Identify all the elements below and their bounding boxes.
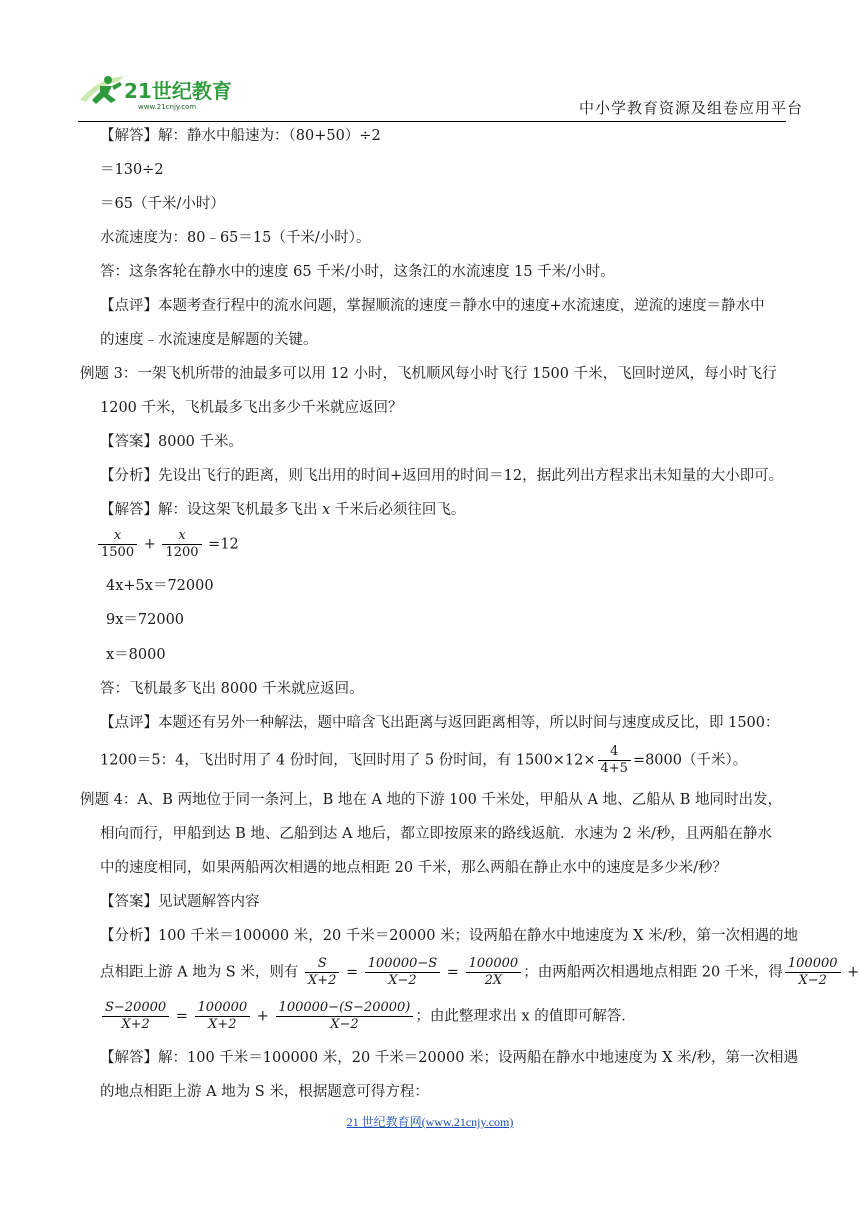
frac-1-den: X+2: [307, 973, 337, 988]
eq1-denominator-1: 1500: [101, 545, 135, 560]
comment-2-suffix: =8000（千米）。: [632, 752, 748, 769]
example-3-analysis: 【分析】先设出飞行的距离，则飞出用的时间+返回用的时间＝12，据此列出方程求出未知量的大小即可。: [100, 468, 784, 484]
example-4-solution-2: 的地点相距上游 A 地为 S 米，根据题意可得方程：: [100, 1084, 429, 1100]
ratio-numerator: 4: [598, 744, 631, 761]
equation-3: 9x＝72000: [106, 612, 185, 628]
example-4-answer: 【答案】见试题解答内容: [100, 894, 260, 910]
example-3-conclusion: 答：飞机最多飞出 8000 千米就应返回。: [100, 681, 364, 697]
eq1-numerator-2: x: [162, 528, 201, 545]
frac-7-num: 100000−(S−20000): [276, 1000, 414, 1017]
example-4-line-2: 相向而行，甲船到达 B 地、乙船到达 A 地后，都立即按原来的路线返航．水速为 2 米/秒，且两船在静水: [100, 826, 772, 842]
equals-1: =: [345, 964, 359, 981]
analysis-2-middle: ；由两船两次相遇地点相距 20 千米，得: [523, 964, 783, 981]
answer-line-5: 答：这条客轮在静水中的速度 65 千米/小时，这条江的水流速度 15 千米/小时。: [100, 264, 615, 280]
ratio-denominator: 4+5: [600, 761, 628, 776]
frac-3-den: 2X: [484, 973, 503, 988]
header-divider: [78, 121, 786, 122]
example-3-solution: [100, 500, 465, 520]
example-4-analysis-1: 【分析】100 千米＝100000 米，20 千米＝20000 米；设两船在静水中地速度为 X 米/秒，第一次相遇的地: [100, 928, 798, 944]
example-3-title: 例题 3：一架飞机所带的油最多可以用 12 小时，飞机顺风每小时飞行 1500 千米，飞回时逆风，每小时飞行: [80, 366, 777, 382]
analysis-3-suffix: ；由此整理求出 x 的值即可解答．: [415, 1008, 636, 1025]
answer-line-1: 【解答】解：静水中船速为：（80+50）÷2: [100, 128, 381, 144]
runner-logo-icon: [78, 70, 253, 114]
solution-suffix: 千米后必须往回飞。: [330, 502, 466, 518]
eq1-denominator-2: 1200: [165, 545, 199, 560]
frac-4-den: X−2: [798, 973, 827, 988]
logo-text: 21世纪教育: [124, 79, 232, 103]
comment-line-1: 【点评】本题考查行程中的流水问题，掌握顺流的速度＝静水中的速度+水流速度，逆流的速度＝静水中: [100, 298, 765, 314]
frac-1-num: S: [305, 956, 339, 973]
example-4-solution-1: 【解答】解：100 千米＝100000 米，20 千米＝20000 米；设两船在静水中地速度为 X 米/秒，第一次相遇: [100, 1050, 798, 1066]
frac-7-den: X−2: [330, 1017, 359, 1032]
comment-line-2: 的速度﹣水流速度是解题的关键。: [100, 332, 318, 348]
example-3-answer: 【答案】8000 千米。: [100, 434, 244, 450]
answer-line-3: ＝65（千米/小时）: [100, 196, 225, 212]
equals-3: =: [175, 1008, 188, 1025]
example-3-comment-2: [100, 744, 747, 777]
frac-2-den: X−2: [388, 973, 417, 988]
example-3-comment-1: 【点评】本题还有另外一种解法，题中暗含飞出距离与返回距离相等，所以时间与速度成反比，即 1500：: [100, 715, 780, 731]
footer-link[interactable]: 21 世纪教育网(www.21cnjy.com): [346, 1115, 514, 1129]
analysis-2-prefix: 点相距上游 A 地为 S 米，则有: [100, 964, 299, 981]
equals-2: =: [446, 964, 459, 981]
logo: [78, 70, 253, 114]
frac-6-num: 100000: [195, 1000, 251, 1017]
example-4-analysis-2: [100, 956, 859, 989]
frac-6-den: X+2: [208, 1017, 237, 1032]
plus-sign: +: [847, 964, 860, 981]
example-4-title: 例题 4：A、B 两地位于同一条河上，B 地在 A 地的下游 100 千米处，甲船从 A 地、乙船从 B 地同时出发，: [80, 792, 782, 808]
solution-prefix: 【解答】解：设这架飞机最多飞出: [100, 502, 323, 518]
frac-3-num: 100000: [466, 956, 522, 973]
frac-5-num: S−20000: [102, 1000, 169, 1017]
variable-x: x: [322, 502, 331, 518]
example-4-analysis-3: [100, 1000, 636, 1033]
eq1-numerator-1: x: [98, 528, 137, 545]
logo-url: www.21cnjy.com: [138, 103, 197, 111]
plus-sign-2: +: [256, 1008, 269, 1025]
example-3-line-2: 1200 千米，飞机最多飞出多少千米就应返回？: [100, 400, 403, 416]
frac-2-num: 100000−S: [365, 956, 440, 973]
equation-2: 4x+5x＝72000: [106, 578, 214, 594]
equation-4: x＝8000: [106, 647, 166, 663]
example-4-line-3: 中的速度相同，如果两船两次相遇的地点相距 20 千米，那么两船在静止水中的速度是多少米/秒？: [100, 860, 728, 876]
platform-tagline: 中小学教育资源及组卷应用平台: [579, 99, 804, 117]
frac-5-den: X+2: [121, 1017, 150, 1032]
answer-line-2: ＝130÷2: [100, 162, 164, 178]
comment-2-prefix: 1200＝5：4，飞出时用了 4 份时间，飞回时用了 5 份时间，有 1500×12×: [100, 752, 596, 769]
answer-line-4: 水流速度为：80﹣65＝15（千米/小时）。: [100, 230, 371, 246]
eq1-rhs: =12: [208, 536, 239, 553]
eq1-plus: +: [143, 536, 156, 553]
frac-4-num: 100000: [785, 956, 841, 973]
equation-1: [96, 528, 239, 561]
